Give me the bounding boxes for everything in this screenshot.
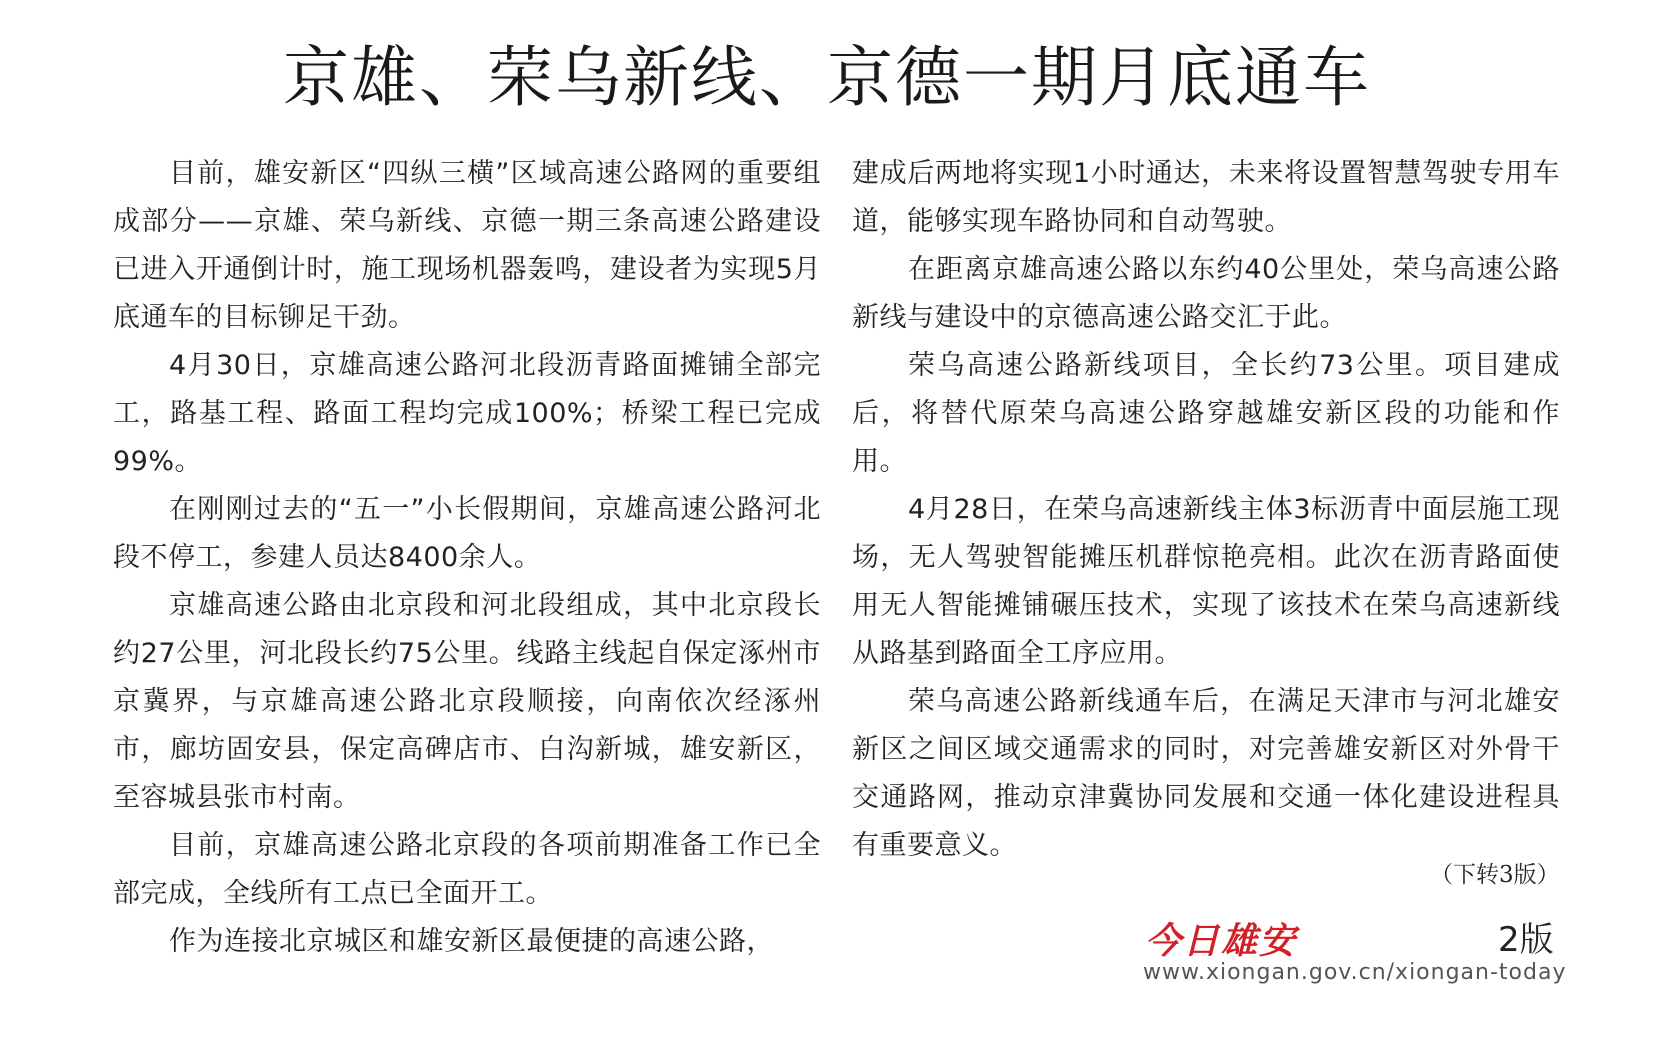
article-paragraph: 目前，雄安新区“四纵三横”区域高速公路网的重要组成部分——京雄、荣乌新线、京德一期三条高速公路建设已进入开通倒计时，施工现场机器轰鸣，建设者为实现5月底通车的目标铆足干劲。 (113, 158, 821, 333)
website-url[interactable]: www.xiongan.gov.cn/xiongan-today (1143, 960, 1567, 985)
article-paragraph: 在刚刚过去的“五一”小长假期间，京雄高速公路河北段不停工，参建人员达8400余人。 (113, 494, 821, 573)
article-paragraph: 荣乌高速公路新线项目，全长约73公里。项目建成后，将替代原荣乌高速公路穿越雄安新区段的功能和作用。 (852, 350, 1560, 477)
continued-note: （下转3版） (1430, 862, 1560, 888)
article-paragraph: 荣乌高速公路新线通车后，在满足天津市与河北雄安新区之间区域交通需求的同时，对完善雄安新区对外骨干交通路网，推动京津冀协同发展和交通一体化建设进程具有重要意义。 (852, 686, 1560, 861)
article-paragraph: 4月28日，在荣乌高速新线主体3标沥青中面层施工现场，无人驾驶智能摊压机群惊艳亮相。此次在沥青路面使用无人智能摊铺碾压技术，实现了该技术在荣乌高速新线从路基到路面全工序应用。 (852, 494, 1560, 669)
publication-logo: 今日雄安 (1145, 920, 1298, 962)
article-left-column (113, 150, 821, 966)
article-paragraph: 在距离京雄高速公路以东约40公里处，荣乌高速公路新线与建设中的京德高速公路交汇于此。 (852, 254, 1560, 333)
article-right-column (852, 150, 1560, 870)
article-paragraph: 目前，京雄高速公路北京段的各项前期准备工作已全部完成，全线所有工点已全面开工。 (113, 830, 821, 909)
headline: 京雄、荣乌新线、京德一期月底通车 (283, 39, 1371, 116)
article-paragraph: 作为连接北京城区和雄安新区最便捷的高速公路， (169, 926, 774, 957)
article-paragraph-continuation: 建成后两地将实现1小时通达，未来将设置智慧驾驶专用车道，能够实现车路协同和自动驾驶。 (852, 158, 1560, 237)
article-paragraph: 4月30日，京雄高速公路河北段沥青路面摊铺全部完工，路基工程、路面工程均完成100%；桥梁工程已完成99%。 (113, 350, 821, 477)
page-number: 2版 (1498, 920, 1554, 960)
article-paragraph: 京雄高速公路由北京段和河北段组成，其中北京段长约27公里，河北段长约75公里。线路主线起自保定涿州市京冀界，与京雄高速公路北京段顺接，向南依次经涿州市，廊坊固安县，保定高碑店市、白沟新城，雄安新区，至容城县张市村南。 (113, 590, 821, 813)
